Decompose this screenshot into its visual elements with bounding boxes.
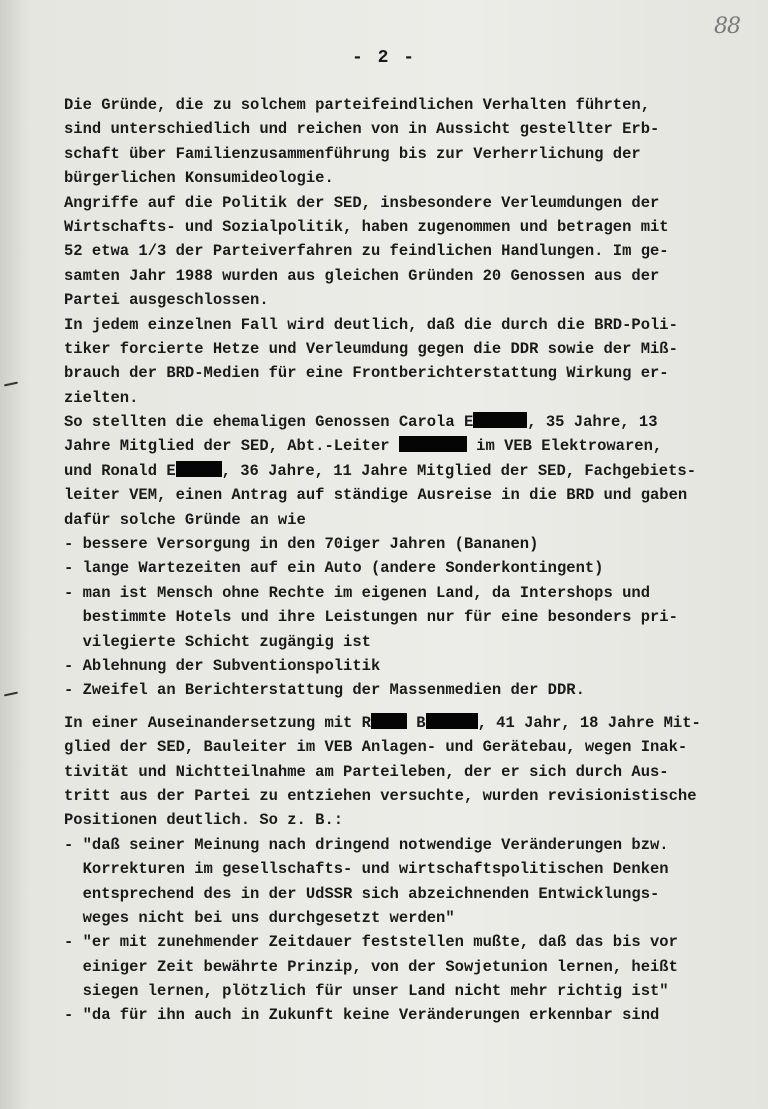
list-item: - man ist Mensch ohne Rechte im eigenen Land, da Intershops und [64, 583, 650, 602]
list-item: - Zweifel an Berichterstattung der Massenmedien der DDR. [64, 681, 585, 700]
list-item-continuation: weges nicht bei uns durchgesetzt werden" [64, 908, 455, 927]
text-segment: im VEB Elektrowaren, [466, 437, 663, 456]
body-text [64, 93, 744, 1028]
text-line: Angriffe auf die Politik der SED, insbesondere Verleumdungen der [64, 193, 660, 212]
list-item-continuation: Korrekturen im gesellschafts- und wirtschaftspolitischen Denken [64, 860, 669, 879]
punch-mark [4, 382, 18, 387]
list-item: - bessere Versorgung in den 70iger Jahren (Bananen) [64, 535, 539, 554]
text-segment: B [406, 713, 426, 732]
folio-number: 88 [714, 14, 740, 39]
text-line [64, 410, 744, 434]
redaction-bar [426, 713, 478, 729]
text-line: tritt aus der Partei zu entziehen versuchte, wurden revisionistische [64, 786, 697, 805]
text-segment: In einer Auseinandersetzung mit R [64, 713, 371, 732]
text-line: zielten. [64, 388, 139, 407]
text-segment: So stellten die ehemaligen Genossen Carola E [64, 413, 474, 432]
text-line: dafür solche Gründe an wie [64, 510, 306, 529]
list-item: - "da für ihn auch in Zukunft keine Veränderungen erkennbar sind [64, 1006, 660, 1025]
text-line: Positionen deutlich. So z. B.: [64, 811, 344, 830]
text-line: leiter VEM, einen Antrag auf ständige Ausreise in die BRD und gaben [64, 486, 688, 505]
text-line: tivität und Nichtteilnahme am Parteileben, der er sich durch Aus- [64, 762, 669, 781]
text-line: tiker forcierte Hetze und Verleumdung gegen die DDR sowie der Miß- [64, 339, 678, 358]
text-line: samten Jahr 1988 wurden aus gleichen Gründen 20 Genossen aus der [64, 266, 660, 285]
text-segment: Jahre Mitglied der SED, Abt.-Leiter [64, 437, 399, 456]
redaction-bar [371, 713, 407, 729]
text-line: In jedem einzelnen Fall wird deutlich, daß die durch die BRD-Poli- [64, 315, 678, 334]
list-item-continuation: vilegierte Schicht zugängig ist [64, 632, 371, 651]
text-line: 52 etwa 1/3 der Parteiverfahren zu feindlichen Handlungen. Im ge- [64, 242, 669, 261]
list-item-continuation: entsprechend des in der UdSSR sich abzeichnenden Entwicklungs- [64, 884, 660, 903]
text-line: Die Gründe, die zu solchem parteifeindlichen Verhalten führten, [64, 96, 650, 114]
text-line: Partei ausgeschlossen. [64, 291, 269, 310]
text-segment: , 41 Jahr, 18 Jahre Mit- [477, 713, 701, 732]
text-line: glied der SED, Bauleiter im VEB Anlagen- und Gerätebau, wegen Inak- [64, 738, 688, 757]
redaction-bar [176, 461, 222, 477]
text-segment: und Ronald E [64, 461, 176, 480]
text-segment: , 36 Jahre, 11 Jahre Mitglied der SED, Fachgebiets- [221, 461, 697, 480]
text-line: schaft über Familienzusammenführung bis zur Verherrlichung der [64, 144, 641, 163]
punch-mark [4, 692, 18, 697]
text-line [64, 459, 744, 483]
redaction-bar [399, 436, 467, 452]
text-line: bürgerlichen Konsumideologie. [64, 169, 334, 188]
text-line [64, 711, 744, 735]
page-number: - 2 - [351, 48, 416, 68]
list-item: - "er mit zunehmender Zeitdauer feststellen mußte, daß das bis vor [64, 933, 678, 952]
text-line: Wirtschafts- und Sozialpolitik, haben zugenommen und betragen mit [64, 217, 669, 236]
text-line [64, 434, 744, 458]
text-line: sind unterschiedlich und reichen von in Aussicht gestellter Erb- [64, 120, 660, 139]
list-item-continuation: einiger Zeit bewährte Prinzip, von der Sowjetunion lernen, heißt [64, 957, 678, 976]
list-item: - lange Wartezeiten auf ein Auto (andere Sonderkontingent) [64, 559, 604, 578]
list-item-continuation: siegen lernen, plötzlich für unser Land nicht mehr richtig ist" [64, 982, 669, 1001]
list-item-continuation: bestimmte Hotels und ihre Leistungen nur für eine besonders pri- [64, 608, 678, 627]
redaction-bar [473, 412, 527, 428]
list-item: - Ablehnung der Subventionspolitik [64, 656, 381, 675]
text-line: brauch der BRD-Medien für eine Frontberichterstattung Wirkung er- [64, 364, 669, 383]
text-segment: , 35 Jahre, 13 [527, 413, 658, 432]
list-item: - "daß seiner Meinung nach dringend notwendige Veränderungen bzw. [64, 835, 669, 854]
